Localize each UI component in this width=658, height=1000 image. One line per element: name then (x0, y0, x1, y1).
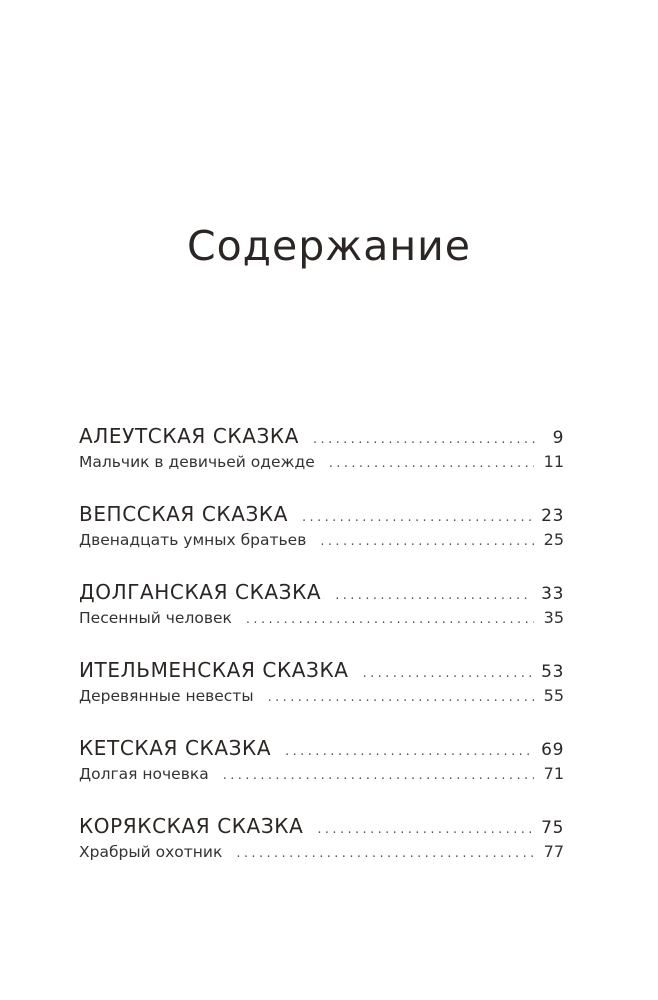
toc-heading-label: ДОЛГАНСКАЯ СКАЗКА (79, 580, 322, 604)
toc-story-row[interactable] (79, 842, 564, 866)
toc-story-label: Песенный человек (79, 609, 232, 627)
toc-heading-label: ВЕПССКАЯ СКАЗКА (79, 502, 289, 526)
toc-heading-label: ИТЕЛЬМЕНСКАЯ СКАЗКА (79, 658, 349, 682)
dot-leader (236, 846, 533, 861)
dot-leader (223, 768, 534, 783)
toc-story-page: 11 (543, 452, 564, 471)
toc-story-label: Мальчик в девичьей одежде (79, 453, 315, 471)
toc-story-page: 77 (543, 842, 564, 861)
toc-section-veps (79, 502, 564, 554)
toc-heading-row[interactable] (79, 580, 564, 608)
dot-leader (335, 588, 531, 603)
toc-section-dolgan (79, 580, 564, 632)
toc-heading-page: 75 (541, 818, 564, 838)
table-of-contents (79, 424, 564, 892)
toc-story-label: Двенадцать умных братьев (79, 531, 307, 549)
toc-heading-page: 53 (541, 662, 564, 682)
dot-leader (285, 744, 531, 759)
toc-heading-label: КОРЯКСКАЯ СКАЗКА (79, 814, 304, 838)
toc-story-page: 35 (543, 608, 564, 627)
toc-heading-label: АЛЕУТСКАЯ СКАЗКА (79, 424, 300, 448)
toc-story-row[interactable] (79, 764, 564, 788)
toc-heading-page: 69 (541, 740, 564, 760)
toc-heading-label: КЕТСКАЯ СКАЗКА (79, 736, 272, 760)
toc-section-koryak (79, 814, 564, 866)
dot-leader (268, 690, 534, 705)
toc-story-row[interactable] (79, 530, 564, 554)
dot-leader (363, 666, 532, 681)
toc-story-label: Храбрый охотник (79, 843, 223, 861)
toc-heading-row[interactable] (79, 736, 564, 764)
toc-heading-page: 23 (541, 506, 564, 526)
toc-heading-row[interactable] (79, 658, 564, 686)
toc-story-page: 71 (543, 764, 564, 783)
dot-leader (320, 534, 533, 549)
toc-story-row[interactable] (79, 452, 564, 476)
toc-heading-row[interactable] (79, 424, 564, 452)
toc-story-row[interactable] (79, 608, 564, 632)
toc-heading-row[interactable] (79, 814, 564, 842)
toc-heading-page: 9 (552, 428, 564, 448)
dot-leader (317, 822, 531, 837)
toc-heading-page: 33 (541, 584, 564, 604)
dot-leader (302, 510, 531, 525)
page-title: Содержание (186, 222, 472, 270)
toc-story-label: Долгая ночевка (79, 765, 209, 783)
toc-story-row[interactable] (79, 686, 564, 710)
toc-section-aleut (79, 424, 564, 476)
toc-story-label: Деревянные невесты (79, 687, 254, 705)
toc-section-itelmen (79, 658, 564, 710)
dot-leader (313, 432, 536, 447)
toc-story-page: 25 (543, 530, 564, 549)
toc-story-page: 55 (543, 686, 564, 705)
toc-section-ket (79, 736, 564, 788)
toc-heading-row[interactable] (79, 502, 564, 530)
dot-leader (246, 612, 534, 627)
dot-leader (329, 456, 534, 471)
